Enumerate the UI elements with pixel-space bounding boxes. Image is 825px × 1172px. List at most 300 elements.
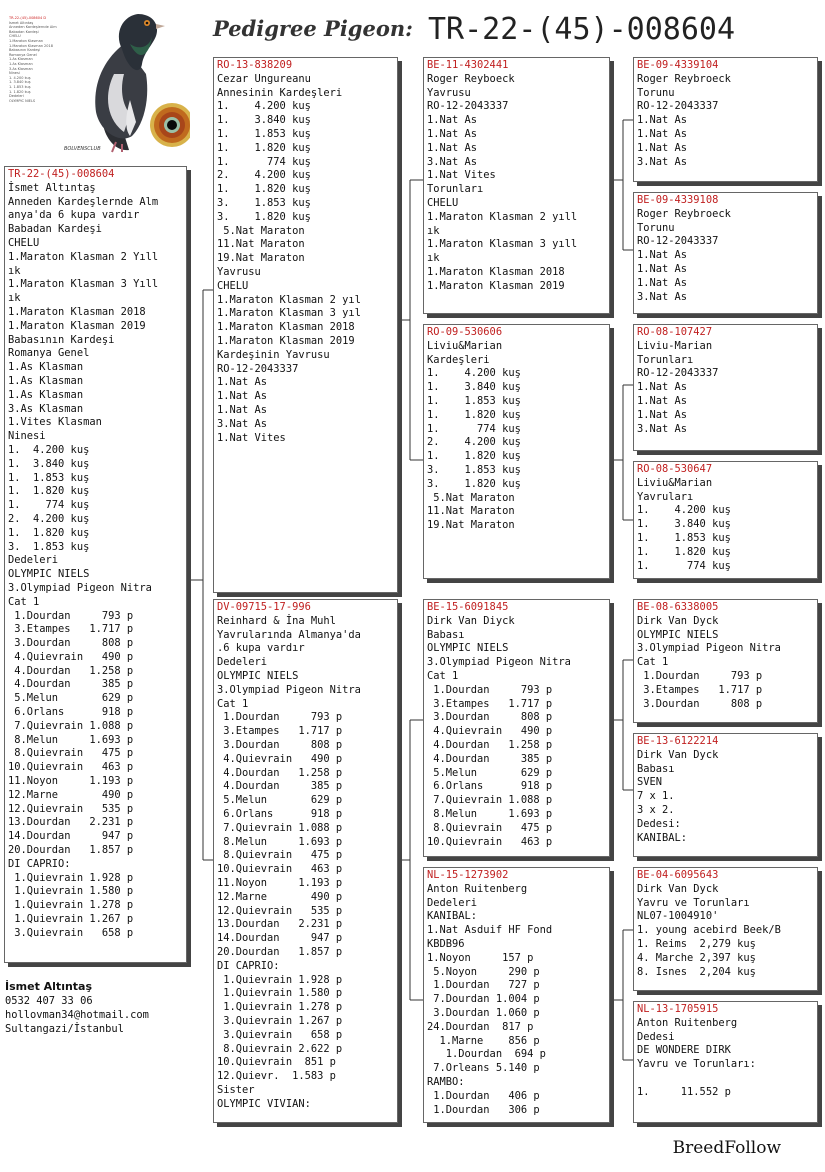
pedigree-line: Cat 1 xyxy=(217,697,249,710)
ds-dam-lines xyxy=(637,749,814,846)
ds-sire-lines xyxy=(637,615,814,712)
pedigree-line: 11.Nat Maraton xyxy=(217,238,305,251)
pedigree-line: 13.Dourdan 2.231 p xyxy=(8,816,134,829)
pedigree-line: 19.Nat Maraton xyxy=(217,252,305,265)
pedigree-line: 1.Dourdan 406 p xyxy=(427,1089,540,1102)
pedigree-line: 1.As Klasman xyxy=(8,361,84,374)
pedigree-line: OLYMPIC NIELS xyxy=(217,669,299,682)
pedigree-line: Cezar Ungureanu xyxy=(217,72,311,85)
pedigree-line: 8.Melun 1.693 p xyxy=(427,807,553,820)
pedigree-line: 3.Etampes 1.717 p xyxy=(217,725,343,738)
pedigree-line: 1.Maraton Klasman 2019 xyxy=(8,319,146,332)
ds-sire-ring: BE-08-6338005 xyxy=(637,601,719,613)
sd-dam-lines xyxy=(637,477,814,574)
pedigree-line: 1.Quievrain 1.928 p xyxy=(217,973,343,986)
pedigree-line: 12.Marne 490 p xyxy=(8,788,134,801)
pedigree-line: Cat 1 xyxy=(637,656,669,669)
pedigree-line: 6.Orlans 918 p xyxy=(217,807,343,820)
pedigree-line: Dedeleri xyxy=(427,896,478,909)
pedigree-line: Dedeleri xyxy=(217,656,268,669)
ss-sire-lines xyxy=(637,73,814,170)
pedigree-line: Torunları xyxy=(427,183,484,196)
pedigree-line: 4.Dourdan 385 p xyxy=(427,752,553,765)
pedigree-line: 1. 3.840 kuş xyxy=(427,381,521,394)
pedigree-line: 1. 4.200 kuş xyxy=(8,443,90,456)
sd-sire-box xyxy=(633,324,818,451)
pedigree-line: 3.Olympiad Pigeon Nitra xyxy=(217,683,361,696)
pedigree-line: 1.Nat Asduif HF Fond xyxy=(427,924,553,937)
pedigree-line: 1.Nat As xyxy=(217,403,268,416)
pedigree-line: Dedeleri xyxy=(8,554,59,567)
pedigree-line: 1.Dourdan 727 p xyxy=(427,979,540,992)
dd-dam-lines xyxy=(637,1017,814,1100)
pedigree-line: 10.Quievrain 463 p xyxy=(427,835,553,848)
pedigree-line: 3. 1.820 kuş xyxy=(427,477,521,490)
footer-brand: BreedFollow xyxy=(672,1138,781,1158)
pedigree-line: 7.Quievrain 1.088 p xyxy=(427,794,553,807)
pedigree-line: anya'da 6 kupa vardır xyxy=(8,209,140,222)
pedigree-line: 1.Marne 856 p xyxy=(427,1034,540,1047)
pedigree-line: NL07-1004910' xyxy=(637,910,719,923)
pedigree-line: RO-12-2043337 xyxy=(427,100,509,113)
pedigree-line: OLYMPIC VIVIAN: xyxy=(217,1097,311,1110)
photo-mini-line: 1.Maraton Klasman xyxy=(9,38,43,43)
pedigree-line: 3.Dourdan 808 p xyxy=(8,637,134,650)
pedigree-line: 1.Nat As xyxy=(217,390,268,403)
pedigree-line: 8.Quievrain 475 p xyxy=(217,849,343,862)
pedigree-line: 1. 774 kuş xyxy=(427,422,521,435)
pedigree-line: Kardeşinin Yavrusu xyxy=(217,348,330,361)
sire-box xyxy=(213,57,398,593)
dam-ring: DV-09715-17-996 xyxy=(217,601,311,613)
dd-sire-lines xyxy=(637,883,814,980)
owner-contact xyxy=(5,980,149,1036)
photo-mini-line: Anneden Kardeşlernde Alm xyxy=(9,25,57,30)
pedigree-line: OLYMPIC NIELS xyxy=(427,642,509,655)
photo-mini-line: 1.As Klasman xyxy=(9,57,33,62)
pedigree-line: 3. 1.853 kuş xyxy=(427,463,521,476)
pedigree-line: RAMBO: xyxy=(427,1075,465,1088)
pedigree-line: 1.Dourdan 793 p xyxy=(427,683,553,696)
sire-sire-box xyxy=(423,57,610,314)
pedigree-line: 19.Nat Maraton xyxy=(427,519,515,532)
pedigree-line: 1. 1.853 kuş xyxy=(427,394,521,407)
pedigree-line: RO-12-2043337 xyxy=(217,362,299,375)
pedigree-line: 8.Quievrain 2.622 p xyxy=(217,1042,343,1055)
pedigree-line: 3.Olympiad Pigeon Nitra xyxy=(637,642,781,655)
pedigree-line: Torunları xyxy=(637,353,694,366)
pedigree-line: 3.Dourdan 808 p xyxy=(427,711,553,724)
photo-mini-line: Ninesi xyxy=(9,71,20,76)
pigeon-photo xyxy=(4,4,190,154)
dam-sire-ring: BE-15-6091845 xyxy=(427,601,509,613)
pedigree-line: Anneden Kardeşlernde Alm xyxy=(8,195,159,208)
pedigree-line: 1. Reims 2,279 kuş xyxy=(637,937,756,950)
pedigree-line: DE WONDERE DIRK xyxy=(637,1044,731,1057)
pedigree-line: 24.Dourdan 817 p xyxy=(427,1020,534,1033)
photo-mini-header: TR-22-(45)-008604 D xyxy=(9,16,47,20)
pedigree-line: 3.Olympiad Pigeon Nitra xyxy=(427,656,571,669)
pedigree-line: RO-12-2043337 xyxy=(637,367,719,380)
pedigree-line: 7.Quievrain 1.088 p xyxy=(8,719,134,732)
pedigree-line: Yavru ve Torunları xyxy=(637,896,750,909)
pedigree-line: 1. 1.820 kuş xyxy=(637,545,731,558)
pedigree-line: Dirk Van Dyck xyxy=(637,882,719,895)
dam-sire-box xyxy=(423,599,610,857)
photo-mini-line: OLYMPIC NIELS xyxy=(9,98,36,103)
pedigree-line: 1.Maraton Klasman 2018 xyxy=(427,265,565,278)
photo-mini-line: CHELU xyxy=(9,34,21,39)
pedigree-line: Ninesi xyxy=(8,430,46,443)
pedigree-line: 1.Noyon 157 p xyxy=(427,951,534,964)
pedigree-line: 1. 1.853 kuş xyxy=(8,471,90,484)
dd-sire-box xyxy=(633,867,818,991)
pedigree-line: Roger Reybroeck xyxy=(637,72,731,85)
pedigree-line: 12.Marne 490 p xyxy=(217,890,343,903)
pedigree-line: 6.Orlans 918 p xyxy=(8,706,134,719)
pedigree-line: 1.Maraton Klasman 2 yıl xyxy=(217,293,361,306)
sire-sire-ring: BE-11-4302441 xyxy=(427,59,509,71)
pedigree-line: 4.Dourdan 385 p xyxy=(8,678,134,691)
pedigree-line: 11.Nat Maraton xyxy=(427,505,515,518)
sire-lines xyxy=(217,73,394,446)
pedigree-line: 1. 11.552 p xyxy=(637,1085,731,1098)
pedigree-line: 1.Dourdan 793 p xyxy=(8,609,134,622)
ss-dam-box xyxy=(633,192,818,314)
pedigree-line: Yavrularında Almanya'da xyxy=(217,628,361,641)
pedigree-line: 5.Noyon 290 p xyxy=(427,965,540,978)
pedigree-line: 3.Nat As xyxy=(637,155,688,168)
pedigree-line: 1. 4.200 kuş xyxy=(427,367,521,380)
pedigree-line: 1. 3.840 kuş xyxy=(217,114,311,127)
dd-dam-box xyxy=(633,1001,818,1123)
pedigree-line: 5.Melun 629 p xyxy=(427,766,553,779)
pedigree-line: Yavruları xyxy=(637,490,694,503)
pedigree-line: 1. 1.820 kuş xyxy=(427,450,521,463)
pedigree-line: Roger Reyboeck xyxy=(427,72,515,85)
pedigree-line: CHELU xyxy=(8,236,40,249)
pedigree-line: 3.Nat As xyxy=(637,422,688,435)
pedigree-line: 1.Maraton Klasman 3 yıll xyxy=(427,238,578,251)
owner-phone: 0532 407 33 06 xyxy=(5,995,93,1007)
pedigree-line: KANIBAL: xyxy=(637,831,688,844)
pedigree-line: 1.Maraton Klasman 2 yıll xyxy=(427,210,578,223)
pedigree-line: 1. 4.200 kuş xyxy=(217,100,311,113)
pedigree-line: 7.Orleans 5.140 p xyxy=(427,1062,540,1075)
pedigree-line: Romanya Genel xyxy=(8,347,90,360)
pedigree-line: 8.Quievrain 475 p xyxy=(427,821,553,834)
pedigree-line: 1.Nat As xyxy=(637,381,688,394)
pedigree-line: KANIBAL: xyxy=(427,910,478,923)
photo-mini-line: Dedeleri xyxy=(9,94,24,99)
pedigree-line: 1. 1.853 kuş xyxy=(217,127,311,140)
pedigree-line: DI CAPRIO: xyxy=(8,857,71,870)
pedigree-line: 3. 1.853 kuş xyxy=(8,540,90,553)
pedigree-line: 1.Dourdan 694 p xyxy=(427,1048,546,1061)
pedigree-line: 1.Maraton Klasman 2 Yıll xyxy=(8,250,159,263)
pedigree-line: 1. 3.840 kuş xyxy=(8,457,90,470)
pedigree-line: 1.Nat Vites xyxy=(217,431,286,444)
owner-location: Sultangazi/İstanbul xyxy=(5,1023,124,1035)
page-title-label: Pedigree Pigeon: xyxy=(213,16,413,41)
pedigree-line: 4.Dourdan 1.258 p xyxy=(217,766,343,779)
subject-lines xyxy=(8,182,183,941)
photo-brand: BOLVENSCLUB xyxy=(64,146,101,152)
pedigree-line: 1. 1.853 kuş xyxy=(637,531,731,544)
pedigree-line: 1.Dourdan 793 p xyxy=(637,669,763,682)
pedigree-line: 1.Nat As xyxy=(637,249,688,262)
subject-box xyxy=(4,166,187,963)
sd-dam-ring: RO-08-530647 xyxy=(637,463,713,475)
pedigree-line: 14.Dourdan 947 p xyxy=(8,830,134,843)
pedigree-line: Anton Ruitenberg xyxy=(637,1016,738,1029)
pedigree-line: 1.Nat As xyxy=(637,114,688,127)
pedigree-line: 1. 4.200 kuş xyxy=(637,504,731,517)
pedigree-line: KBDB96 xyxy=(427,937,465,950)
photo-mini-line: Babadan Kardeşi xyxy=(9,29,39,34)
pedigree-line: 5.Melun 629 p xyxy=(8,692,134,705)
pedigree-line: 12.Quievrain 535 p xyxy=(8,802,134,815)
pedigree-line: 4.Quievrain 490 p xyxy=(427,725,553,738)
pedigree-line: Yavrusu xyxy=(427,86,471,99)
pedigree-line: Cat 1 xyxy=(427,669,459,682)
pedigree-line: 1.Vites Klasman xyxy=(8,416,102,429)
pedigree-line: 12.Quievrain 535 p xyxy=(217,904,343,917)
sire-ring: RO-13-838209 xyxy=(217,59,293,71)
pedigree-line: 3. 1.820 kuş xyxy=(217,210,311,223)
pedigree-line: 1.As Klasman xyxy=(8,388,84,401)
pedigree-line: Dedesi: xyxy=(637,817,681,830)
pedigree-line: Cat 1 xyxy=(8,595,40,608)
pedigree-line: Yavru ve Torunları: xyxy=(637,1058,756,1071)
pedigree-line: 1.Quievrain 1.278 p xyxy=(8,899,134,912)
pedigree-line: 1.Dourdan 306 p xyxy=(427,1103,540,1116)
pedigree-line: SVEN xyxy=(637,776,663,789)
pedigree-line: 3.Nat As xyxy=(427,155,478,168)
pedigree-line: 2. 4.200 kuş xyxy=(427,436,521,449)
sire-dam-box xyxy=(423,324,610,579)
pedigree-line: 13.Dourdan 2.231 p xyxy=(217,918,343,931)
pedigree-line: 1. 1.820 kuş xyxy=(217,183,311,196)
pedigree-line: 1. young acebird Beek/B xyxy=(637,924,781,937)
pedigree-line: 1.Nat As xyxy=(427,127,478,140)
pedigree-line: Dedesi xyxy=(637,1030,675,1043)
ds-dam-ring: BE-13-6122214 xyxy=(637,735,719,747)
pedigree-line: 3.Quievrain 658 p xyxy=(8,926,134,939)
pedigree-line: 1.Maraton Klasman 3 Yıll xyxy=(8,278,159,291)
pedigree-line: 10.Quievrain 463 p xyxy=(217,863,343,876)
pedigree-line: 8.Quievrain 475 p xyxy=(8,747,134,760)
pedigree-line: 4.Dourdan 1.258 p xyxy=(427,738,553,751)
pedigree-line: 10.Quievrain 463 p xyxy=(8,761,134,774)
pedigree-line: 5.Melun 629 p xyxy=(217,794,343,807)
pedigree-line: 1.Nat As xyxy=(637,127,688,140)
pedigree-line: 20.Dourdan 1.857 p xyxy=(8,844,134,857)
pedigree-line: 14.Dourdan 947 p xyxy=(217,932,343,945)
pedigree-line: Babası xyxy=(427,628,465,641)
ds-sire-box xyxy=(633,599,818,723)
pedigree-line: 10.Quievrain 851 p xyxy=(217,1056,336,1069)
page-title-ring-number: TR-22-(45)-008604 xyxy=(428,12,736,47)
pedigree-line: .6 kupa vardır xyxy=(217,642,305,655)
pedigree-line: 8. Isnes 2,204 kuş xyxy=(637,965,756,978)
pedigree-line: 3.Nat As xyxy=(217,417,268,430)
dd-dam-ring: NL-13-1705915 xyxy=(637,1003,719,1015)
sd-dam-box xyxy=(633,461,818,579)
pedigree-line: 1.Quievrain 1.580 p xyxy=(8,885,134,898)
pedigree-line: 3.Etampes 1.717 p xyxy=(8,623,134,636)
pedigree-line: 1.Maraton Klasman 3 yıl xyxy=(217,307,361,320)
pedigree-line: 1.Nat As xyxy=(637,394,688,407)
pedigree-line: Liviu&Marian xyxy=(427,339,503,352)
pedigree-line: 1.Maraton Klasman 2019 xyxy=(217,334,355,347)
pedigree-line: 3.As Klasman xyxy=(8,402,84,415)
dam-dam-ring: NL-15-1273902 xyxy=(427,869,509,881)
pedigree-line: 3.Etampes 1.717 p xyxy=(637,683,763,696)
pedigree-line: 3.Etampes 1.717 p xyxy=(427,697,553,710)
pedigree-line: 20.Dourdan 1.857 p xyxy=(217,945,343,958)
pedigree-line: 5.Nat Maraton xyxy=(427,491,515,504)
pedigree-line: 4.Quievrain 490 p xyxy=(217,752,343,765)
pedigree-line: 3. 1.853 kuş xyxy=(217,196,311,209)
pedigree-line: OLYMPIC NIELS xyxy=(8,568,90,581)
pedigree-line: 1. 1.820 kuş xyxy=(8,485,90,498)
pedigree-line: 4.Dourdan 1.258 p xyxy=(8,664,134,677)
pedigree-line: 1.Nat As xyxy=(217,376,268,389)
pedigree-line: 2. 4.200 kuş xyxy=(8,512,90,525)
pedigree-line: Dirk Van Diyck xyxy=(427,614,515,627)
pedigree-line: 3.Quievrain 1.267 p xyxy=(217,1014,343,1027)
pedigree-line: 3.Quievrain 658 p xyxy=(217,1028,343,1041)
photo-mini-line: Romanya Genel xyxy=(9,52,37,57)
ss-sire-ring: BE-09-4339104 xyxy=(637,59,719,71)
pedigree-line: Sister xyxy=(217,1083,255,1096)
pedigree-line: 1. 1.820 kuş xyxy=(8,526,90,539)
pedigree-line: Dirk Van Dyck xyxy=(637,748,719,761)
ss-dam-lines xyxy=(637,208,814,305)
dam-lines xyxy=(217,615,394,1112)
pedigree-line: 3.Dourdan 808 p xyxy=(217,738,343,751)
pedigree-line: Liviu-Marian xyxy=(637,339,713,352)
pedigree-line: 1.As Klasman xyxy=(8,374,84,387)
dam-sire-lines xyxy=(427,615,606,850)
pedigree-line: 7.Dourdan 1.004 p xyxy=(427,993,540,1006)
pedigree-line: Yavrusu xyxy=(217,265,261,278)
pedigree-line: 1.Dourdan 793 p xyxy=(217,711,343,724)
pedigree-line: 1. 3.840 kuş xyxy=(637,518,731,531)
pedigree-line: 1.Quievrain 1.928 p xyxy=(8,871,134,884)
pedigree-line: CHELU xyxy=(217,279,249,292)
pedigree-line: ık xyxy=(427,224,440,237)
pedigree-line: Anton Ruitenberg xyxy=(427,882,528,895)
pedigree-line: 1.Quievrain 1.278 p xyxy=(217,1001,343,1014)
pedigree-line: RO-12-2043337 xyxy=(637,100,719,113)
sire-dam-lines xyxy=(427,340,606,533)
dam-dam-lines xyxy=(427,883,606,1118)
pedigree-line: 3.Dourdan 1.060 p xyxy=(427,1006,540,1019)
owner-name: İsmet Altıntaş xyxy=(5,980,93,993)
pedigree-line: 1.Nat As xyxy=(427,141,478,154)
photo-mini-line: 3.As Klasman xyxy=(9,66,33,71)
sd-sire-lines xyxy=(637,340,814,437)
pedigree-line: Torunu xyxy=(637,86,675,99)
pedigree-line: 11.Noyon 1.193 p xyxy=(8,775,134,788)
pedigree-line: 4.Dourdan 385 p xyxy=(217,780,343,793)
pedigree-line: 1.Nat As xyxy=(637,262,688,275)
pedigree-line: 1.Maraton Klasman 2018 xyxy=(217,321,355,334)
pedigree-line: Kardeşleri xyxy=(427,353,490,366)
pedigree-line: OLYMPIC NIELS xyxy=(637,628,719,641)
pedigree-line: Babadan Kardeşi xyxy=(8,223,102,236)
pedigree-line: 1.Maraton Klasman 2018 xyxy=(8,305,146,318)
pedigree-line: 4. Marche 2,397 kuş xyxy=(637,951,756,964)
sire-dam-ring: RO-09-530606 xyxy=(427,326,503,338)
pedigree-line: 1.Maraton Klasman 2019 xyxy=(427,279,565,292)
pedigree-line: ık xyxy=(427,252,440,265)
pedigree-line: 11.Noyon 1.193 p xyxy=(217,876,343,889)
pedigree-line: 7 x 1. xyxy=(637,790,675,803)
photo-mini-line: 1. 3.840 kuş xyxy=(9,80,31,85)
pedigree-line: 3.Dourdan 808 p xyxy=(637,697,763,710)
pedigree-line: 1.Quievrain 1.580 p xyxy=(217,987,343,1000)
pedigree-line xyxy=(637,1072,814,1086)
photo-mini-line: 1. 1.820 kuş xyxy=(9,89,31,94)
photo-mini-line: 1. 1.853 kuş xyxy=(9,84,31,89)
photo-mini-line: 1.As Klasman xyxy=(9,61,33,66)
pedigree-line: 1.Nat As xyxy=(427,114,478,127)
pigeon-illustration xyxy=(4,4,190,154)
pedigree-line: 6.Orlans 918 p xyxy=(427,780,553,793)
pedigree-line: ık xyxy=(8,264,21,277)
pedigree-line: 1. 774 kuş xyxy=(637,559,731,572)
pedigree-line: 1.Nat Vites xyxy=(427,169,496,182)
pedigree-line: 1.Quievrain 1.267 p xyxy=(8,913,134,926)
pedigree-line: Annesinin Kardeşleri xyxy=(217,86,343,99)
pedigree-line: Reinhard & İna Muhl xyxy=(217,614,336,627)
photo-mini-line: 1.Maraton Klasman 2018 xyxy=(9,43,53,48)
ss-sire-box xyxy=(633,57,818,182)
pedigree-line: 3.Nat As xyxy=(637,290,688,303)
pedigree-line: 1. 1.820 kuş xyxy=(217,141,311,154)
pedigree-line: 3 x 2. xyxy=(637,803,675,816)
pedigree-line: Babası xyxy=(637,762,675,775)
photo-mini-line: 1. 4.200 kuş xyxy=(9,75,31,80)
pedigree-line: RO-12-2043337 xyxy=(637,235,719,248)
pedigree-line: DI CAPRIO: xyxy=(217,959,280,972)
pedigree-line: CHELU xyxy=(427,196,459,209)
pedigree-line: Torunu xyxy=(637,221,675,234)
pedigree-line: 5.Nat Maraton xyxy=(217,224,305,237)
pedigree-line: 7.Quievrain 1.088 p xyxy=(217,821,343,834)
pedigree-line: 1.Nat As xyxy=(637,276,688,289)
dam-dam-box xyxy=(423,867,610,1123)
pedigree-line: Liviu&Marian xyxy=(637,476,713,489)
photo-mini-line: İsmet Altıntaş xyxy=(9,20,34,25)
pedigree-line: 1.Nat As xyxy=(637,408,688,421)
ds-dam-box xyxy=(633,733,818,857)
pedigree-line: 1. 774 kuş xyxy=(217,155,311,168)
pedigree-line: Roger Reybroeck xyxy=(637,207,731,220)
pedigree-line: 3.Olympiad Pigeon Nitra xyxy=(8,581,152,594)
pedigree-line: 4.Quievrain 490 p xyxy=(8,650,134,663)
ss-dam-ring: BE-09-4339108 xyxy=(637,194,719,206)
pedigree-line: 1.Nat As xyxy=(637,141,688,154)
pedigree-line: ık xyxy=(8,292,21,305)
pedigree-line: 1. 774 kuş xyxy=(8,499,90,512)
dam-box xyxy=(213,599,398,1123)
pedigree-line: Babasının Kardeşi xyxy=(8,333,115,346)
sd-sire-ring: RO-08-107427 xyxy=(637,326,713,338)
